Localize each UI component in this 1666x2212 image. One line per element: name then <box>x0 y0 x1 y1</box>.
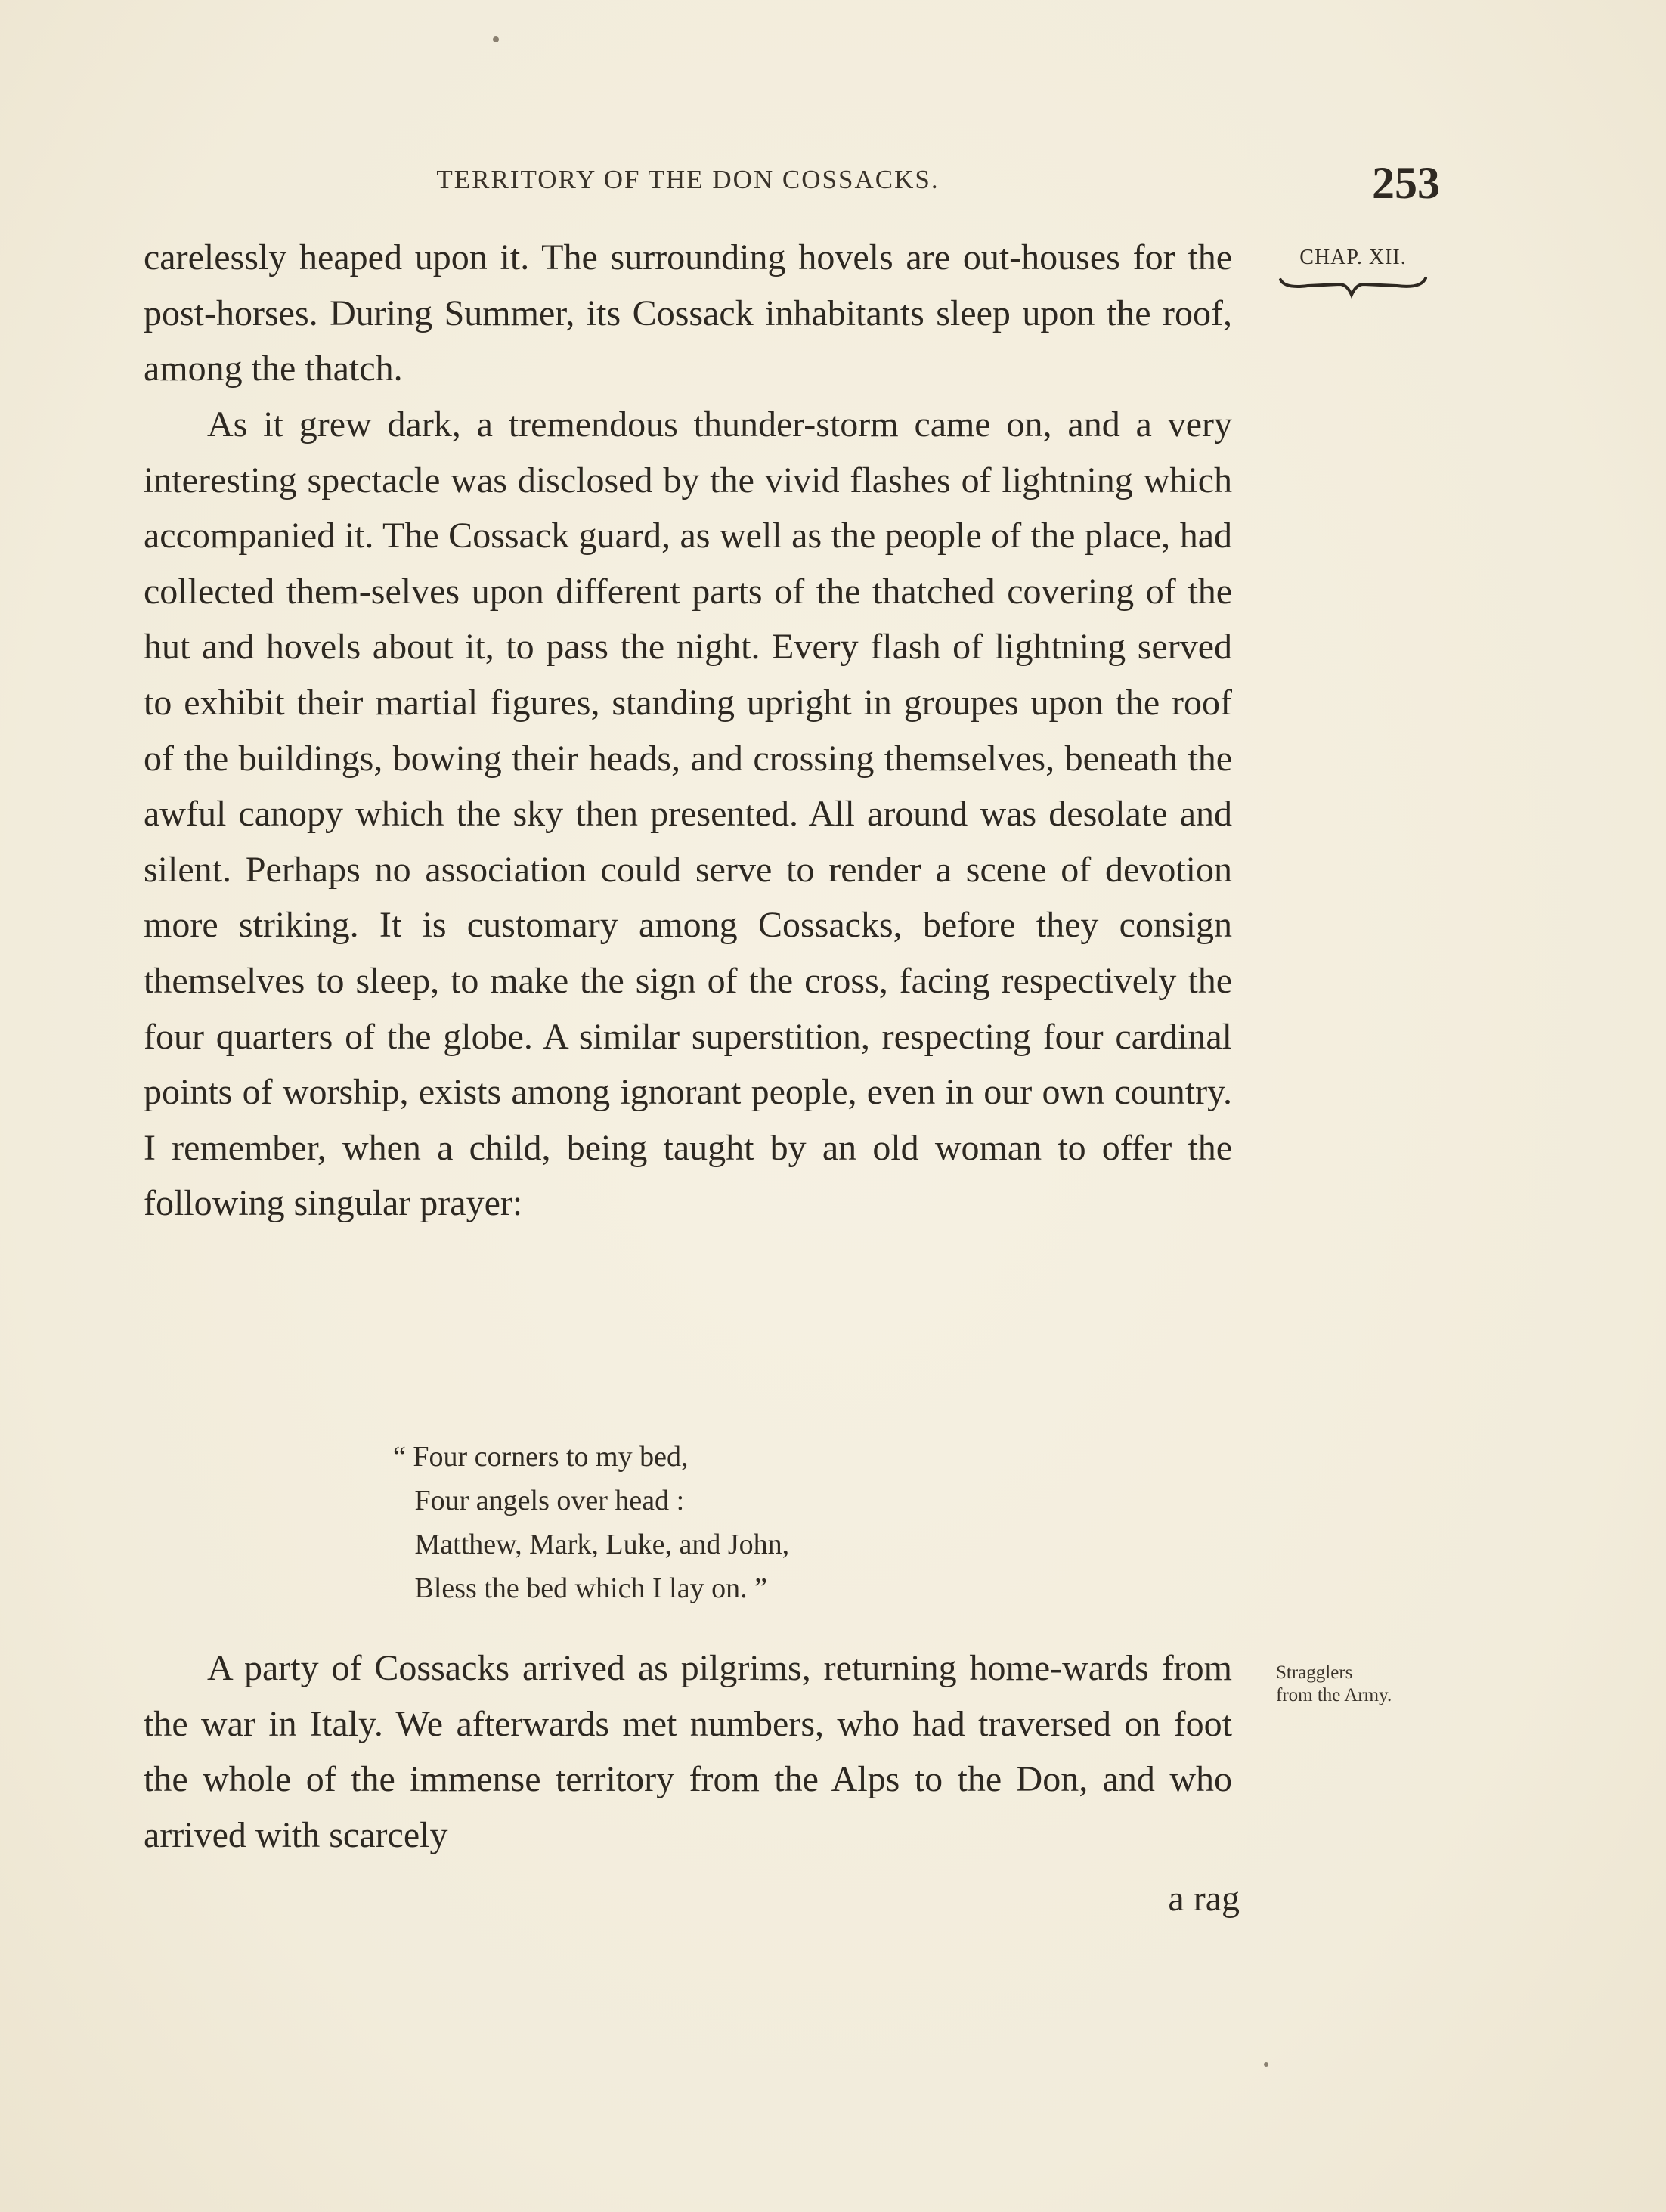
page-number: 253 <box>1372 158 1440 208</box>
chapter-label: CHAP. XII. <box>1299 246 1407 269</box>
poem-line: Matthew, Mark, Luke, and John, <box>393 1529 790 1560</box>
poem-line: Four angels over head : <box>393 1485 685 1516</box>
poem-block <box>393 1435 789 1610</box>
chapter-brace-ornament <box>1277 274 1429 304</box>
margin-sidenote <box>1276 1662 1450 1707</box>
paragraph-3: A party of Cossacks arrived as pilgrims, returning home-wards from the war in Italy. We afterwards met numbers, who had traversed on foot the whole of the immense territory from the Alps to the Don, and who arrived with scarcely <box>144 1648 1232 1855</box>
sidenote-line: Stragglers <box>1276 1662 1353 1683</box>
running-title: TERRITORY OF THE DON COSSACKS. <box>436 165 940 194</box>
ink-speck <box>493 36 499 42</box>
poem-line: Bless the bed which I lay on. ” <box>393 1572 767 1604</box>
ink-speck <box>1264 2062 1268 2067</box>
paragraph-1: carelessly heaped upon it. The surrounding hovels are out-houses for the post-horses. During Summer, its Cossack inhabitants sleep upon the roof, among the thatch. <box>144 237 1232 389</box>
paragraph-2: As it grew dark, a tremendous thunder-storm came on, and a very interesting spectacle was disclosed by the vivid flashes of lightning which accompanied it. The Cossack guard, as well as the people of the place, had collected them-selves upon different parts of the thatched covering of the hut and hovels about it, to pass the night. Every flash of lightning served to exhibit their martial figures, standing upright in groupes upon the roof of the buildings, bowing their heads, and crossing themselves, beneath the awful canopy which the sky then presented. All around was desolate and silent. Perhaps no association could serve to render a scene of devotion more striking. It is customary among Cossacks, before they consign themselves to sleep, to make the sign of the cross, facing respectively the four quarters of the globe. A similar superstition, respecting four cardinal points of worship, exists among ignorant people, even in our own country. I remember, when a child, being taught by an old woman to offer the following singular prayer: <box>144 404 1232 1224</box>
sidenote-line: from the Army. <box>1276 1685 1392 1705</box>
catchword: a rag <box>1168 1879 1240 1919</box>
poem-line: “ Four corners to my bed, <box>393 1441 689 1473</box>
